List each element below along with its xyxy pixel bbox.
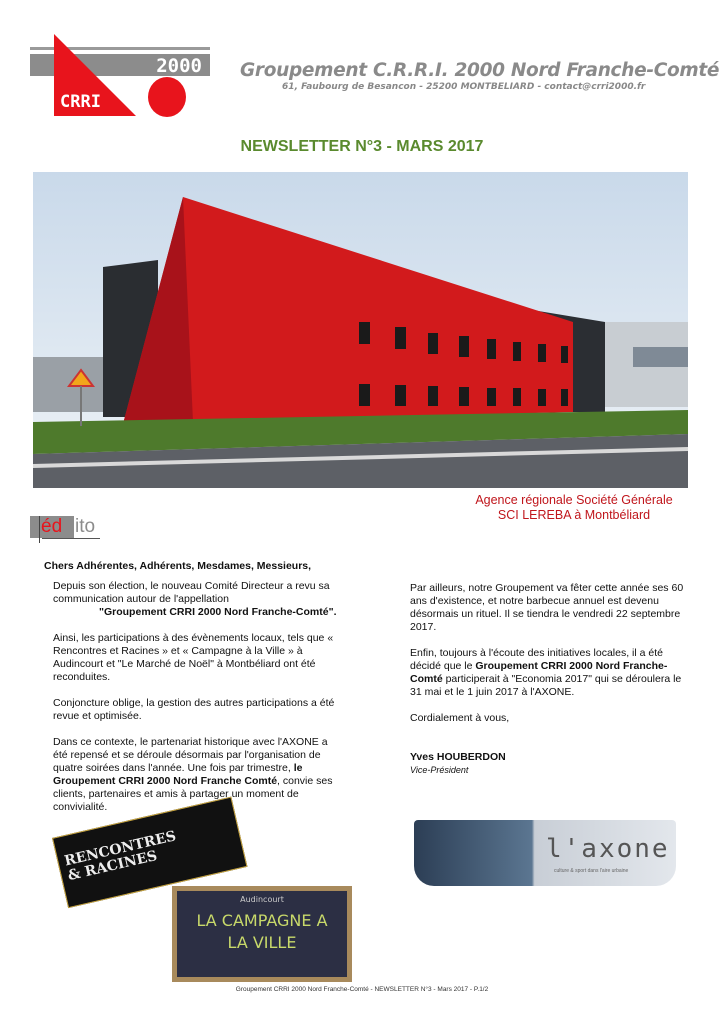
paragraph: Enfin, toujours à l'écoute des initiatives locales, il a été décidé que le — [410, 647, 663, 672]
paragraph: Depuis son élection, le nouveau Comité Directeur a revu sa communication autour de l'appellation — [53, 580, 330, 605]
page-footer: Groupement CRRI 2000 Nord Franche-Comté - NEWSLETTER N°3 - Mars 2017 - P.1/2 — [235, 986, 489, 993]
org-name-bold: "Groupement CRRI 2000 Nord Franche-Comté". — [99, 606, 337, 618]
greeting: Chers Adhérentes, Adhérents, Mesdames, Messieurs, — [44, 560, 312, 572]
edito-left-column — [53, 580, 343, 827]
paragraph: Conjoncture oblige, la gestion des autres participations a été revue et optimisée. — [53, 697, 335, 722]
org-address: 61, Faubourg de Besancon - 25200 MONTBELIARD - contact@crri2000.fr — [282, 82, 646, 92]
edito-grey: ito — [75, 516, 96, 537]
signer-name: Yves HOUBERDON — [410, 751, 506, 763]
rencontres-racines-image: RENCONTRES & RACINES — [52, 797, 247, 909]
crri-logo — [30, 34, 212, 118]
photo-caption-line2: SCI LEREBA à Montbéliard — [497, 508, 651, 522]
campagne-ville-image: Audincourt LA CAMPAGNE A LA VILLE — [172, 886, 352, 982]
paragraph: Par ailleurs, notre Groupement va fêter cette année ses 60 ans d'existence, et notre barbecue annuel est devenu désormais un rituel. Il se tiendra le vendredi 22 septembre 2017. — [410, 582, 684, 633]
signer-role: Vice-Président — [410, 765, 469, 775]
paragraph: Dans ce contexte, le partenariat historique avec l'AXONE a été repensé et se déroule désormais par l'organisation de quatre soirées dans l'année. Une fois par trimestre, — [53, 736, 328, 774]
edito-heading — [30, 516, 102, 540]
paragraph: Ainsi, les participations à des évènements locaux, tels que « Rencontres et Racines » et « Campagne à la Ville » à Audincourt et "Le Marché de Noël" à Montbéliard ont été reconduites. — [53, 632, 334, 683]
org-name-bold: le Groupement CRRI 2000 Nord Franche Comté — [53, 762, 303, 787]
org-title: Groupement C.R.R.I. 2000 Nord Franche-Comté — [240, 60, 720, 81]
axone-image: l'axone culture & sport dans l'aire urbaine — [414, 820, 676, 886]
closing: Cordialement à vous, — [410, 712, 510, 724]
edito-red: éd — [41, 516, 63, 537]
svg-text:CRRI: CRRI — [60, 92, 101, 112]
org-name-bold: Groupement CRRI 2000 Nord Franche-Comté — [410, 660, 668, 685]
paragraph-end: , convie ses clients, partenaires et amis à partager un moment de convivialité. — [53, 775, 333, 813]
svg-text:2000: 2000 — [156, 55, 202, 77]
building-photo — [33, 172, 688, 488]
edito-right-column — [410, 582, 690, 777]
newsletter-title: NEWSLETTER N°3 - MARS 2017 — [240, 138, 484, 155]
photo-caption-line1: Agence régionale Société Générale — [475, 493, 673, 507]
paragraph-end: participerait à "Economia 2017" qui se déroulera le 31 mai et le 1 juin 2017 à l'AXONE. — [410, 673, 682, 698]
